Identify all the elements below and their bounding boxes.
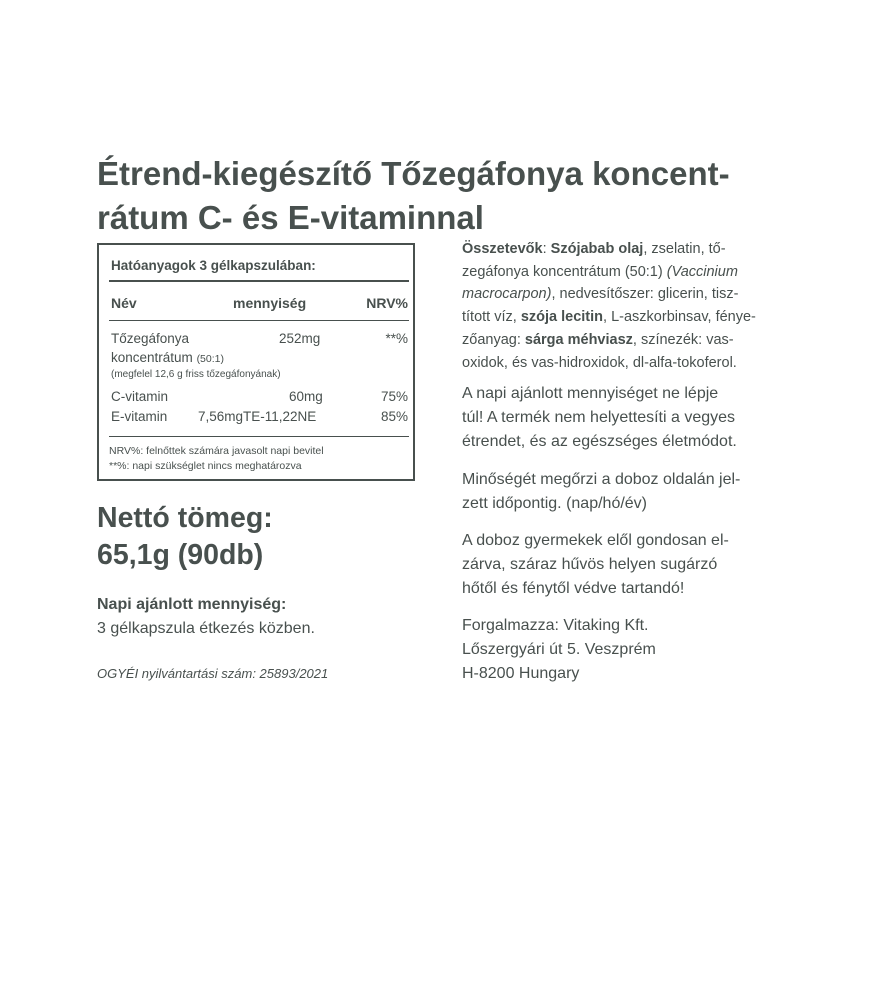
warning-line1: A napi ajánlott mennyiséget ne lépje <box>462 385 719 402</box>
product-title <box>97 152 817 240</box>
children-line3: hőtől és fénytől védve tartandó! <box>462 580 685 597</box>
children-line1: A doboz gyermekek elől gondosan el- <box>462 532 729 549</box>
ingredients-text-1: , zselatin, tő- <box>643 241 726 257</box>
row-vitamin-e-name: E-vitamin <box>111 409 168 424</box>
table-rule-header <box>109 320 409 321</box>
row-vitamin-e-nrv: 85% <box>380 409 408 424</box>
warning-paragraph <box>462 382 796 454</box>
distributor-line2: Lőszergyári út 5. Veszprém <box>462 641 656 658</box>
net-weight-value: 65,1g (90db) <box>97 539 264 571</box>
distributor-line1: Forgalmazza: Vitaking Kft. <box>462 617 649 634</box>
ingredients-text-2: zegáfonya koncentrátum (50:1) <box>462 263 667 280</box>
warning-line2: túl! A termék nem helyettesíti a vegyes <box>462 409 736 426</box>
ingredients-text-3: , nedvesítőszer: glicerin, tisz- <box>551 286 739 303</box>
product-title-line2: rátum C- és E-vitaminnal <box>97 199 484 236</box>
children-line2: zárva, száraz hűvös helyen sugárzó <box>462 556 718 573</box>
column-header-name: Név <box>111 295 137 311</box>
ingredients-label: Összetevők <box>462 241 543 257</box>
column-header-amount: mennyiség <box>233 295 307 311</box>
ingredients-colon: : <box>542 241 551 257</box>
storage-line1: Minőségét megőrzi a doboz oldalán jel- <box>462 471 741 488</box>
product-title-line1: Étrend-kiegészítő Tőzegáfonya koncent- <box>97 155 730 192</box>
column-header-nrv: NRV% <box>366 295 408 311</box>
registration-number: OGYÉI nyilvántartási szám: 25893/2021 <box>97 666 329 681</box>
footnote-asterisk: **%: napi szükséglet nincs meghatározva <box>109 460 302 472</box>
ingredients-latin-2: macrocarpon) <box>462 286 552 303</box>
row-cranberry-name: Tőzegáfonya <box>111 331 190 346</box>
row-vitamin-e-amount: 7,56mgTE-11,22NE <box>198 409 317 424</box>
row-cranberry-note: (megfelel 12,6 g friss tőzegáfonyának) <box>111 369 281 380</box>
distributor-paragraph <box>462 614 796 686</box>
row-cranberry-name2-text: koncentrátum <box>111 350 193 365</box>
table-rule-top <box>109 280 409 282</box>
row-cranberry-ratio: (50:1) <box>196 353 224 365</box>
ingredients-text-4b: , L-aszkorbinsav, fénye- <box>603 309 756 326</box>
table-rule-footer <box>109 436 409 437</box>
row-cranberry-nrv: **% <box>385 331 408 346</box>
net-weight <box>97 500 273 574</box>
ingredients-text-5b: , színezék: vas- <box>632 331 734 348</box>
row-cranberry-amount: 252mg <box>279 331 321 346</box>
footnote-nrv: NRV%: felnőttek számára javasolt napi bevitel <box>109 445 324 457</box>
ingredients-paragraph <box>462 238 796 374</box>
ingredients-latin-1: (Vaccinium <box>666 263 738 280</box>
ingredient-soybean-oil: Szójabab olaj <box>550 241 644 257</box>
table-heading: Hatóanyagok 3 gélkapszulában: <box>111 258 316 273</box>
row-cranberry-name2 <box>111 350 224 365</box>
ingredients-text-4a: tított víz, <box>462 309 521 326</box>
ingredient-beeswax: sárga méhviasz <box>524 331 633 348</box>
daily-dose-text: 3 gélkapszula étkezés közben. <box>97 620 315 637</box>
row-vitamin-c-amount: 60mg <box>289 389 323 404</box>
storage-paragraph <box>462 468 796 516</box>
net-weight-label: Nettó tömeg: <box>97 502 273 534</box>
active-ingredients-table <box>97 243 415 481</box>
ingredients-text-5a: zőanyag: <box>462 331 525 348</box>
ingredient-soy-lecithin: szója lecitin <box>520 309 604 326</box>
row-vitamin-c-nrv: 75% <box>380 389 408 404</box>
ingredients-text-6: oxidok, és vas-hidroxidok, dl-alfa-tokoferol. <box>462 354 737 371</box>
storage-line2: zett időpontig. (nap/hó/év) <box>462 495 648 512</box>
warning-line3: étrendet, és az egészséges életmódot. <box>462 433 737 450</box>
daily-dose-heading: Napi ajánlott mennyiség: <box>97 596 287 613</box>
distributor-line3: H-8200 Hungary <box>462 665 580 682</box>
children-warning-paragraph <box>462 529 796 601</box>
row-vitamin-c-name: C-vitamin <box>111 389 169 404</box>
